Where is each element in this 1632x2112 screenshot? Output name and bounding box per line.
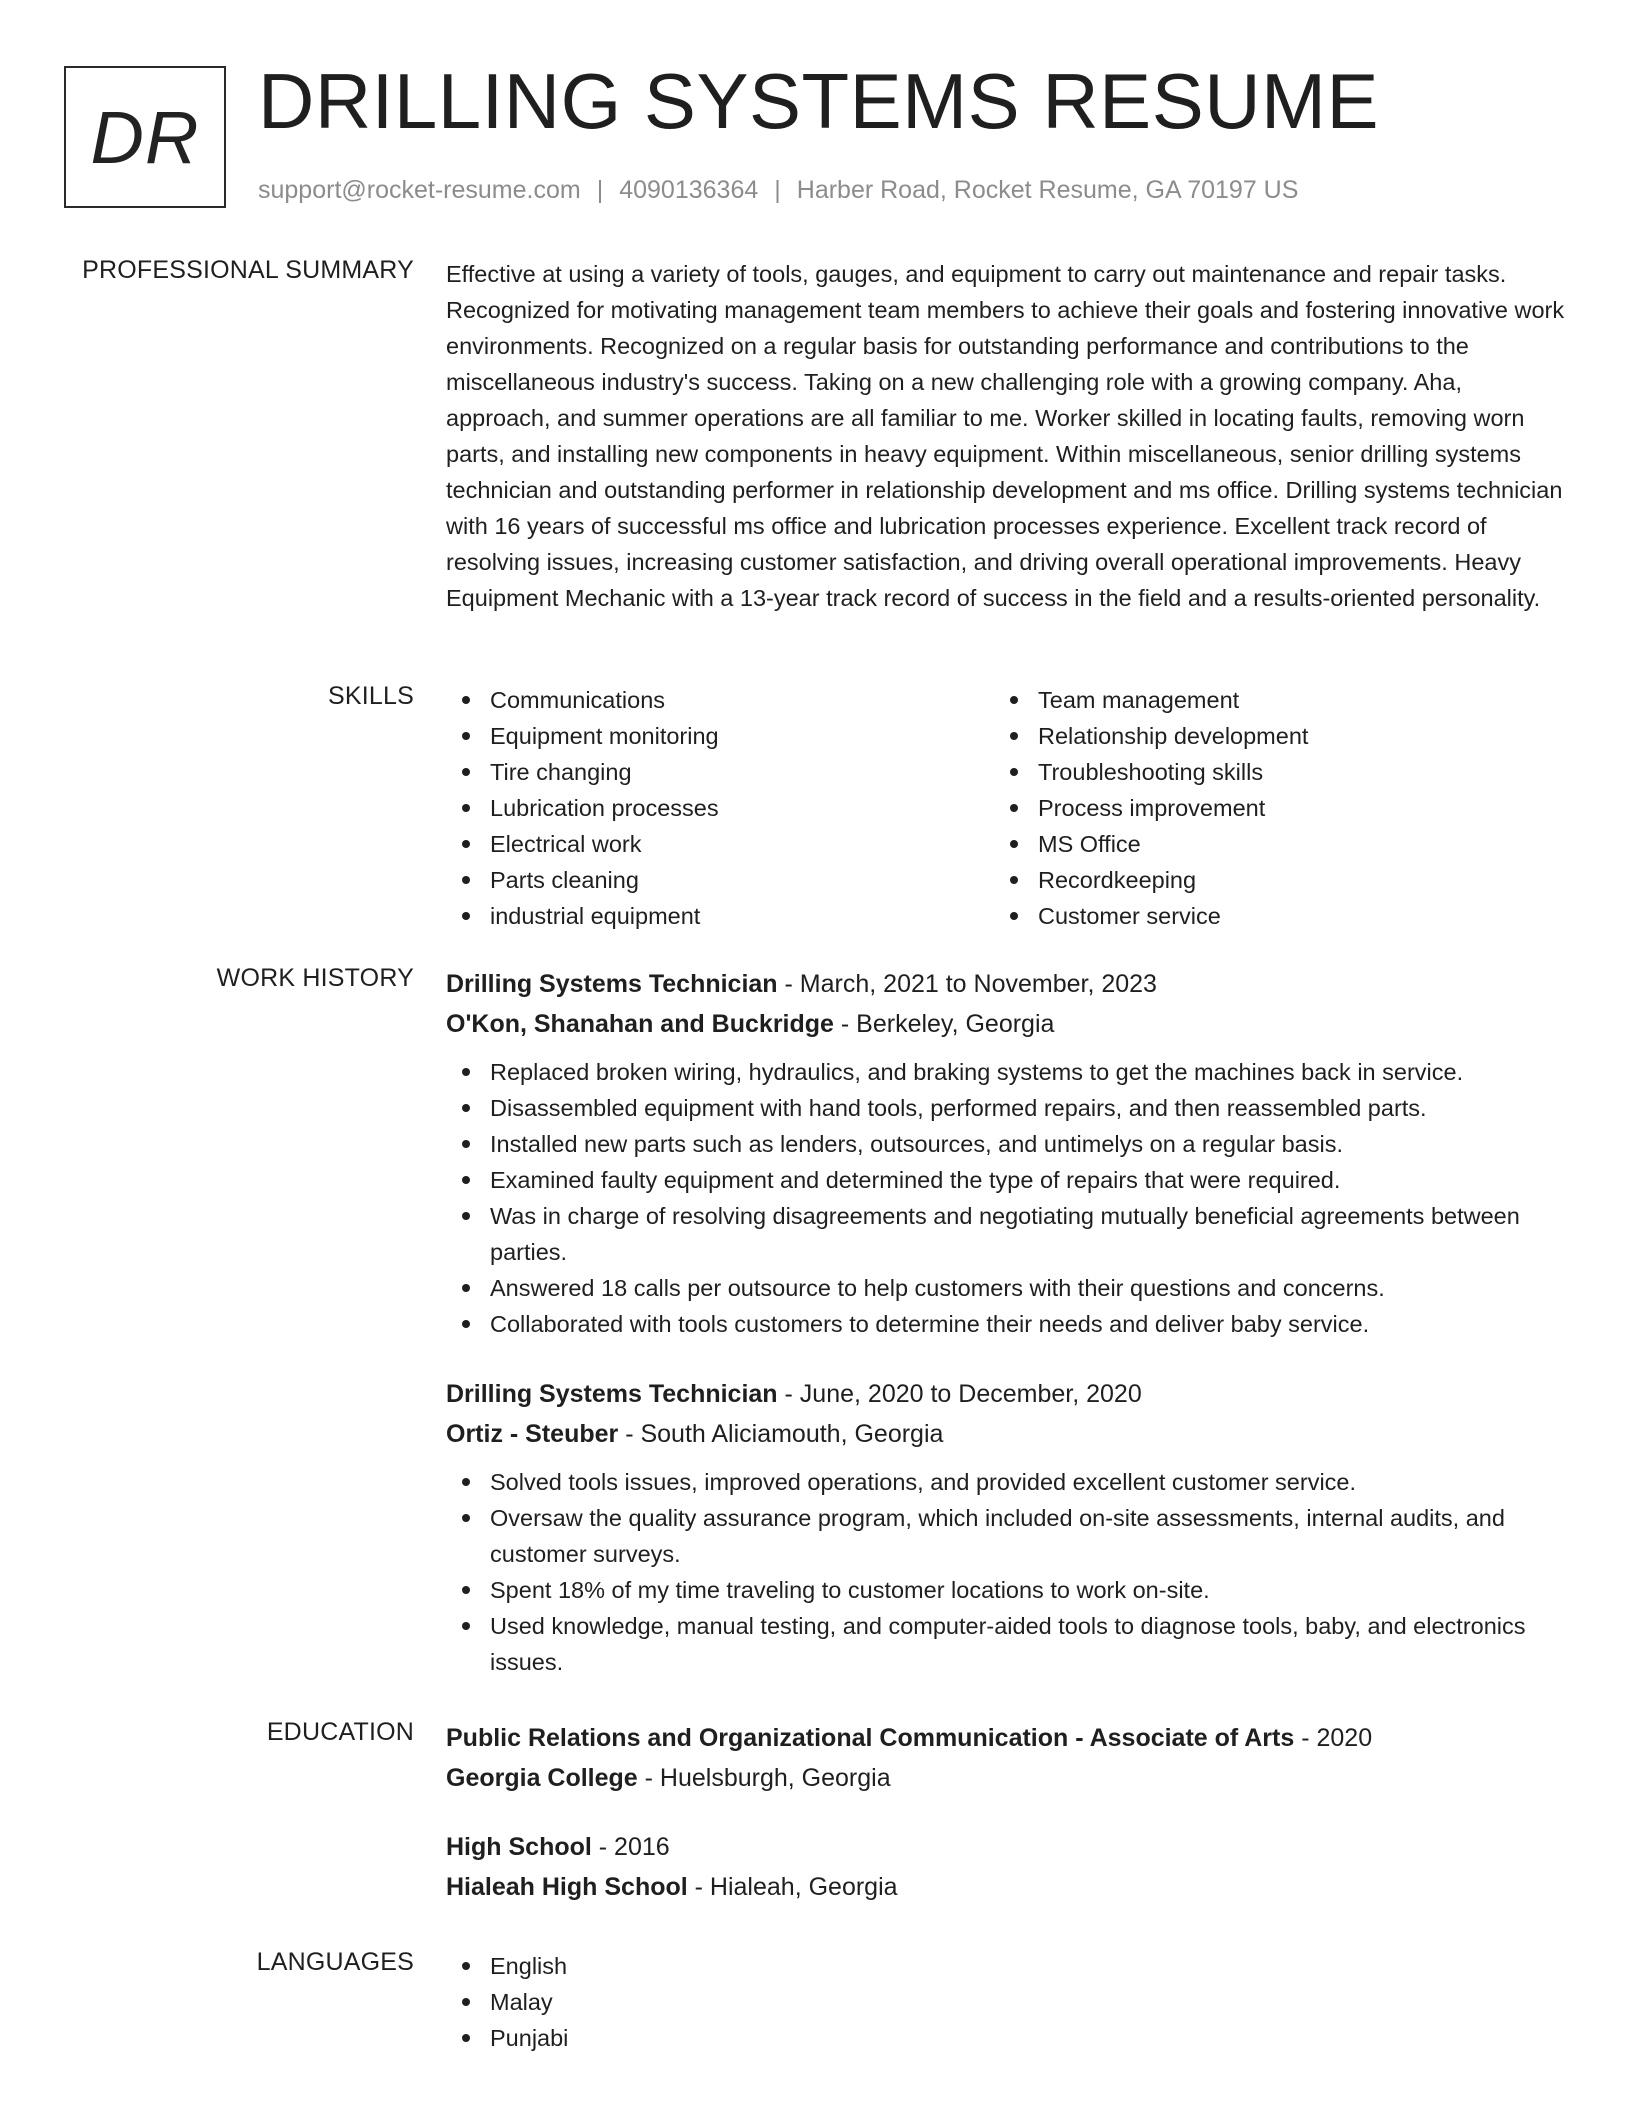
- section-label-education: EDUCATION: [266, 1718, 414, 1746]
- job-title-line: [446, 964, 1566, 1004]
- skill-item: Troubleshooting skills: [994, 754, 1542, 790]
- monogram-initials: DR: [90, 95, 200, 179]
- degree-year: - 2016: [591, 1833, 670, 1861]
- skill-item: Lubrication processes: [446, 790, 994, 826]
- contact-line: [258, 176, 1298, 205]
- skills-columns: [446, 682, 1566, 934]
- job-duty: Solved tools issues, improved operations, and provided excellent customer service.: [446, 1464, 1566, 1500]
- job-duty: Examined faulty equipment and determined the type of repairs that were required.: [446, 1162, 1566, 1198]
- job-duty: Spent 18% of my time traveling to customer locations to work on-site.: [446, 1572, 1566, 1608]
- education-body: [446, 1718, 1566, 1907]
- skill-item: Communications: [446, 682, 994, 718]
- contact-address: Harber Road, Rocket Resume, GA 70197 US: [796, 176, 1299, 204]
- school: Georgia College: [446, 1764, 638, 1792]
- job-duty: Answered 18 calls per outsource to help customers with their questions and concerns.: [446, 1270, 1566, 1306]
- resume-title: DRILLING SYSTEMS RESUME: [258, 57, 1380, 145]
- job-entry: [446, 964, 1566, 1342]
- job-duty: Collaborated with tools customers to determine their needs and deliver baby service.: [446, 1306, 1566, 1342]
- skill-item: Customer service: [994, 898, 1542, 934]
- job-company: Ortiz - Steuber: [446, 1420, 619, 1448]
- education-entry: [446, 1827, 1566, 1907]
- job-duty: Installed new parts such as lenders, outsources, and untimelys on a regular basis.: [446, 1126, 1566, 1162]
- skill-item: Electrical work: [446, 826, 994, 862]
- education-entry: [446, 1718, 1566, 1798]
- degree-year: - 2020: [1294, 1724, 1373, 1752]
- job-duty: Replaced broken wiring, hydraulics, and braking systems to get the machines back in service.: [446, 1054, 1566, 1090]
- school: Hialeah High School: [446, 1873, 688, 1901]
- job-duty: Oversaw the quality assurance program, which included on-site assessments, internal audits, and customer surveys.: [446, 1500, 1566, 1572]
- languages-body: [446, 1948, 1566, 2056]
- school-line: [446, 1758, 1566, 1798]
- contact-separator: |: [774, 176, 781, 204]
- languages-list: [446, 1948, 1566, 2056]
- job-duty: Was in charge of resolving disagreements and negotiating mutually beneficial agreements between parties.: [446, 1198, 1566, 1270]
- job-company-line: [446, 1004, 1566, 1044]
- job-duties-list: [446, 1054, 1566, 1342]
- job-dates: - March, 2021 to November, 2023: [777, 970, 1157, 998]
- skill-item: industrial equipment: [446, 898, 994, 934]
- job-title: Drilling Systems Technician: [446, 970, 778, 998]
- language-item: Malay: [446, 1984, 1566, 2020]
- language-item: English: [446, 1948, 1566, 1984]
- language-item: Punjabi: [446, 2020, 1566, 2056]
- section-label-summary: PROFESSIONAL SUMMARY: [82, 256, 414, 284]
- skill-item: Recordkeeping: [994, 862, 1542, 898]
- job-duty: Disassembled equipment with hand tools, performed repairs, and then reassembled parts.: [446, 1090, 1566, 1126]
- job-duties-list: [446, 1464, 1566, 1680]
- skill-item: Tire changing: [446, 754, 994, 790]
- school-line: [446, 1867, 1566, 1907]
- contact-separator: |: [596, 176, 604, 204]
- section-label-work: WORK HISTORY: [216, 964, 414, 992]
- job-entry: [446, 1374, 1566, 1680]
- skill-item: Process improvement: [994, 790, 1542, 826]
- work-history-body: [446, 964, 1566, 1680]
- contact-phone: 4090136364: [619, 176, 759, 204]
- job-company: O'Kon, Shanahan and Buckridge: [446, 1010, 834, 1038]
- skills-list-left: [446, 682, 994, 934]
- section-label-languages: LANGUAGES: [256, 1948, 414, 1976]
- job-location: - South Aliciamouth, Georgia: [618, 1420, 944, 1448]
- job-company-line: [446, 1414, 1566, 1454]
- section-label-skills: SKILLS: [328, 682, 414, 710]
- skill-item: Parts cleaning: [446, 862, 994, 898]
- job-title-line: [446, 1374, 1566, 1414]
- summary-text: Effective at using a variety of tools, gauges, and equipment to carry out maintenance and repair tasks. Recognized for motivating management team members to achieve their goals and fostering innovative work environments. Recognized on a regular basis for outstanding performance and contributions to the miscellaneous industry's success. Taking on a new challenging role with a growing company. Aha, approach, and summer operations are all familiar to me. Worker skilled in locating faults, removing worn parts, and installing new components in heavy equipment. Within miscellaneous, senior drilling systems technician and outstanding performer in relationship development and ms office. Drilling systems technician with 16 years of successful ms office and lubrication processes experience. Excellent track record of resolving issues, increasing customer satisfaction, and driving overall operational improvements. Heavy Equipment Mechanic with a 13-year track record of success in the field and a results-oriented personality.: [446, 261, 1565, 611]
- degree-line: [446, 1718, 1566, 1758]
- degree: High School: [446, 1833, 592, 1861]
- skill-item: Team management: [994, 682, 1542, 718]
- monogram-box: [64, 66, 226, 208]
- job-location: - Berkeley, Georgia: [833, 1010, 1055, 1038]
- skill-item: Relationship development: [994, 718, 1542, 754]
- skills-list-right: [994, 682, 1542, 934]
- school-location: - Hialeah, Georgia: [687, 1873, 898, 1901]
- job-dates: - June, 2020 to December, 2020: [777, 1380, 1142, 1408]
- degree-line: [446, 1827, 1566, 1867]
- job-title: Drilling Systems Technician: [446, 1380, 778, 1408]
- school-location: - Huelsburgh, Georgia: [637, 1764, 891, 1792]
- skill-item: MS Office: [994, 826, 1542, 862]
- contact-email: support@rocket-resume.com: [258, 176, 581, 204]
- degree: Public Relations and Organizational Communication - Associate of Arts: [446, 1724, 1295, 1752]
- job-duty: Used knowledge, manual testing, and computer-aided tools to diagnose tools, baby, and electronics issues.: [446, 1608, 1566, 1680]
- skill-item: Equipment monitoring: [446, 718, 994, 754]
